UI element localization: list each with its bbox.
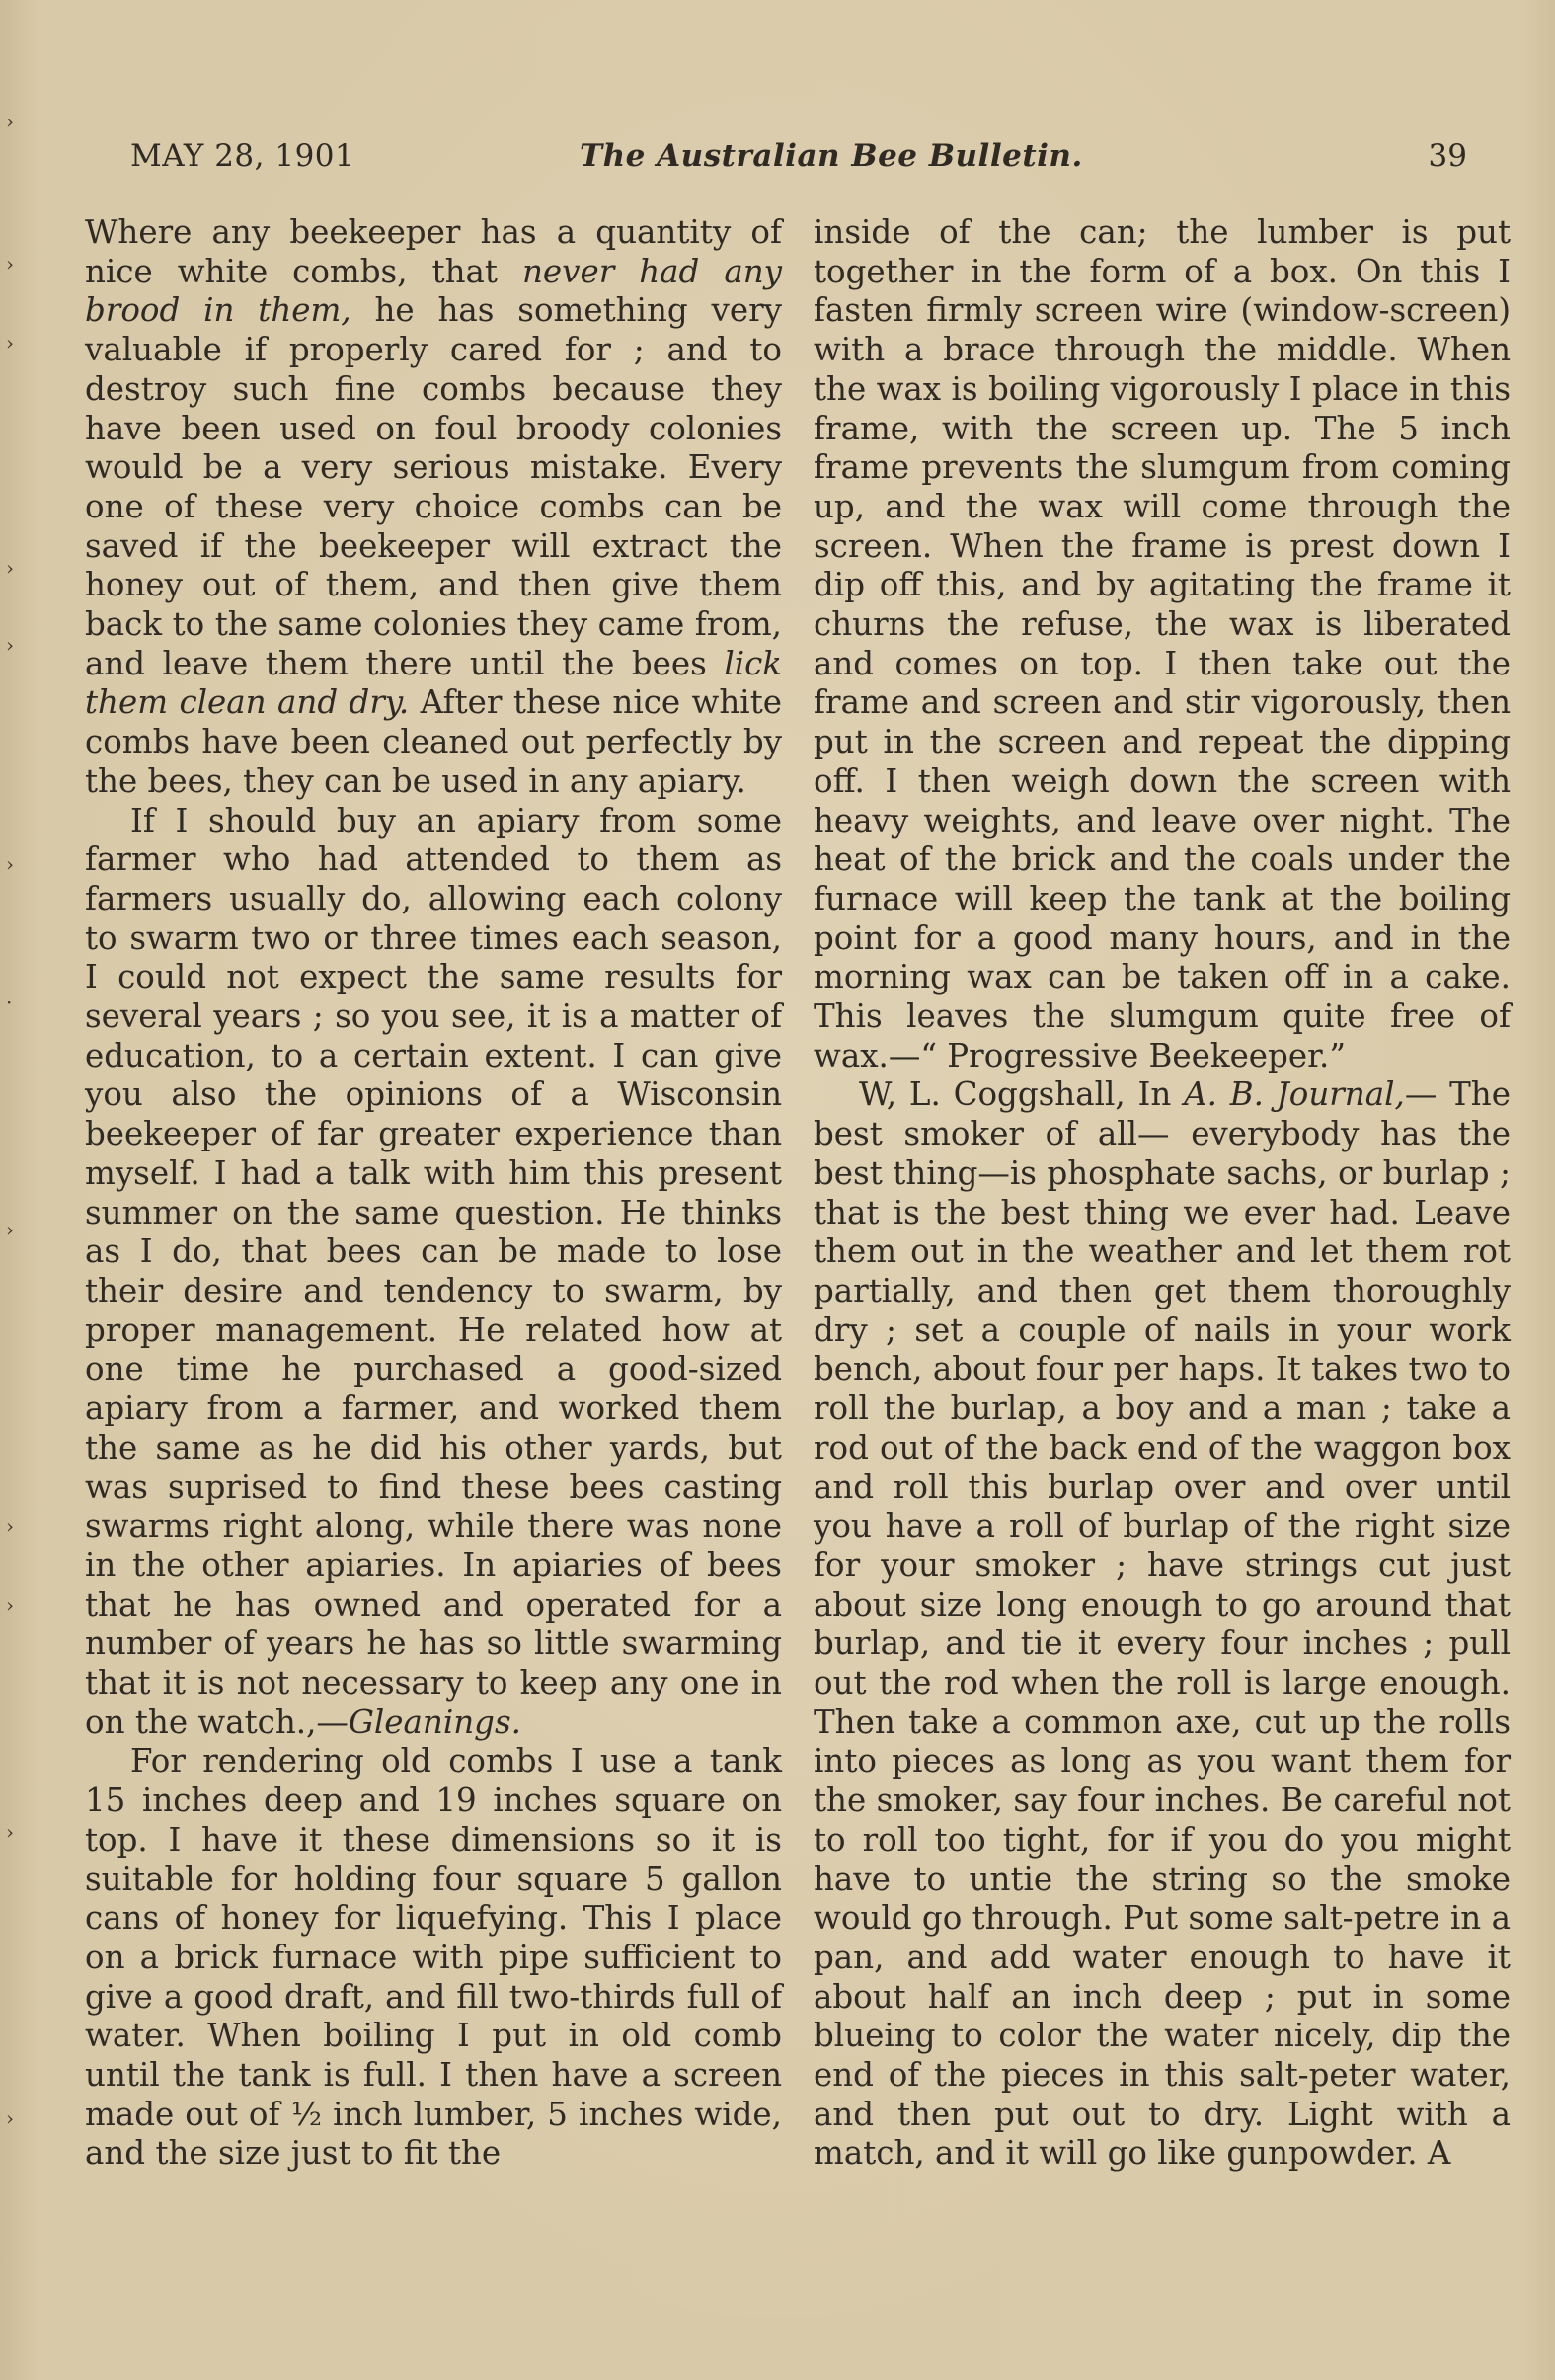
paragraph: inside of the can; the lumber is put together in the form of a box. On this I fasten firmly screen wire (window-screen) with a brace through the middle. When the wax is boiling vigorously I place in this frame, with the screen up. The 5 inch frame prevents the slumgum from coming up, and the wax will come through the screen. When the frame is prest down I dip off this, and by agitating the frame it churns the refuse, the wax is liberated and comes on top. I then take out the frame and screen and stir vigorously, then put in the screen and repeat the dipping off. I then weigh down the screen with heavy weights, and leave over night. The heat of the brick and the coals under the furnace will keep the tank at the boiling point for a good many hours, and in the morning wax can be taken off in a cake. This leaves the slumgum quite free of wax.—“ Progressive Beekeeper.” (814, 213, 1511, 1074)
binding-mark: › (6, 252, 14, 276)
left-column (85, 213, 782, 2174)
binding-mark: · (6, 991, 13, 1014)
italic-text: Gleanings. (348, 1703, 521, 1741)
binding-mark: › (6, 556, 14, 580)
running-header (130, 136, 1467, 176)
paragraph (85, 802, 782, 1743)
right-column (814, 213, 1511, 2174)
binding-mark: › (6, 331, 14, 355)
text-run: — The best smoker of all— everybody has the best thing—is phosphate sachs, or burlap ; that is the best thing we ever had. Leave them out in the weather and let them rot partially, and then get them thoroughly dry ; set a couple of nails in your work bench, about four per haps. It takes two to roll the burlap, a boy and a man ; take a rod out of the back end of the waggon box and roll this burlap over and over until you have a roll of burlap of the right size for your smoker ; have strings cut just about size long enough to go around that burlap, and tie it every four inches ; pull out the rod when the roll is large enough. Then take a common axe, cut up the rolls into pieces as long as you want them for the smoker, say four inches. Be careful not to roll too tight, for if you do you might have to untie the string so the smoke would go through. Put some salt-petre in a pan, and add water enough to have it about half an inch deep ; put in some blueing to color the water nicely, dip the end of the pieces in this salt-peter water, and then put out to dry. Light with a match, and it will go like gunpowder. A (814, 1075, 1511, 2173)
binding-mark: › (6, 852, 14, 876)
paragraph (814, 1075, 1511, 2174)
publication-title: The Australian Bee Bulletin. (580, 138, 1083, 174)
text-run: he has something very valuable if properly cared for ; and to destroy such fine combs because they have been used on foul broody colonies would be a very serious mistake. Every one of these very choice combs can be saved if the beekeeper will extract the honey out of them, and then give them back to the same colonies they came from, and leave them there until the bees (85, 291, 783, 682)
binding-mark: › (6, 1593, 14, 1617)
italic-text: lick them clean and dry. (85, 644, 782, 722)
text-run: After these nice white combs have been cleaned out perfectly by the bees, they can be used in any apiary. (85, 683, 782, 800)
italic-text: A. B. Journal, (1184, 1075, 1405, 1114)
binding-mark: › (6, 110, 14, 133)
binding-mark: › (6, 1514, 14, 1538)
italic-text: never had any brood in them, (85, 252, 782, 330)
text-run: Where any beekeeper has a quantity of nice white combs, that (85, 213, 782, 290)
binding-mark: › (6, 2106, 14, 2130)
binding-mark: › (6, 1820, 14, 1844)
binding-mark: › (6, 1218, 14, 1241)
issue-date: MAY 28, 1901 (130, 138, 355, 174)
text-run: W, L. Coggshall, In (859, 1075, 1185, 1114)
binding-mark: › (6, 633, 14, 657)
text-run: If I should buy an apiary from some farmer who had attended to them as farmers usually do, allowing each colony to swarm two or three times each season, I could not expect the same results for several years ; so you see, it is a matter of education, to a certain extent. I can give you also the opinions of a Wisconsin beekeeper of far greater experience than myself. I had a talk with him this present summer on the same question. He thinks as I do, that bees can be made to lose their desire and tendency to swarm, by proper management. He related how at one time he purchased a good-sized apiary from a farmer, and worked them the same as he did his other yards, but was suprised to find these bees casting swarms right along, while there was none in the other apiaries. In apiaries of bees that he has owned and operated for a number of years he has so little swarming that it is not necessary to keep any one in on the watch.,— (85, 801, 782, 1741)
paragraph: For rendering old combs I use a tank 15 inches deep and 19 inches square on top. I have it these dimensions so it is suitable for holding four square 5 gallon cans of honey for liquefying. This I place on a brick furnace with pipe sufficient to give a good draft, and fill two-thirds full of water. When boiling I put in old comb until the tank is full. I then have a screen made out of ½ inch lumber, 5 inches wide, and the size just to fit the (85, 1742, 782, 2173)
page-number: 39 (1428, 138, 1467, 174)
paragraph (85, 213, 782, 802)
